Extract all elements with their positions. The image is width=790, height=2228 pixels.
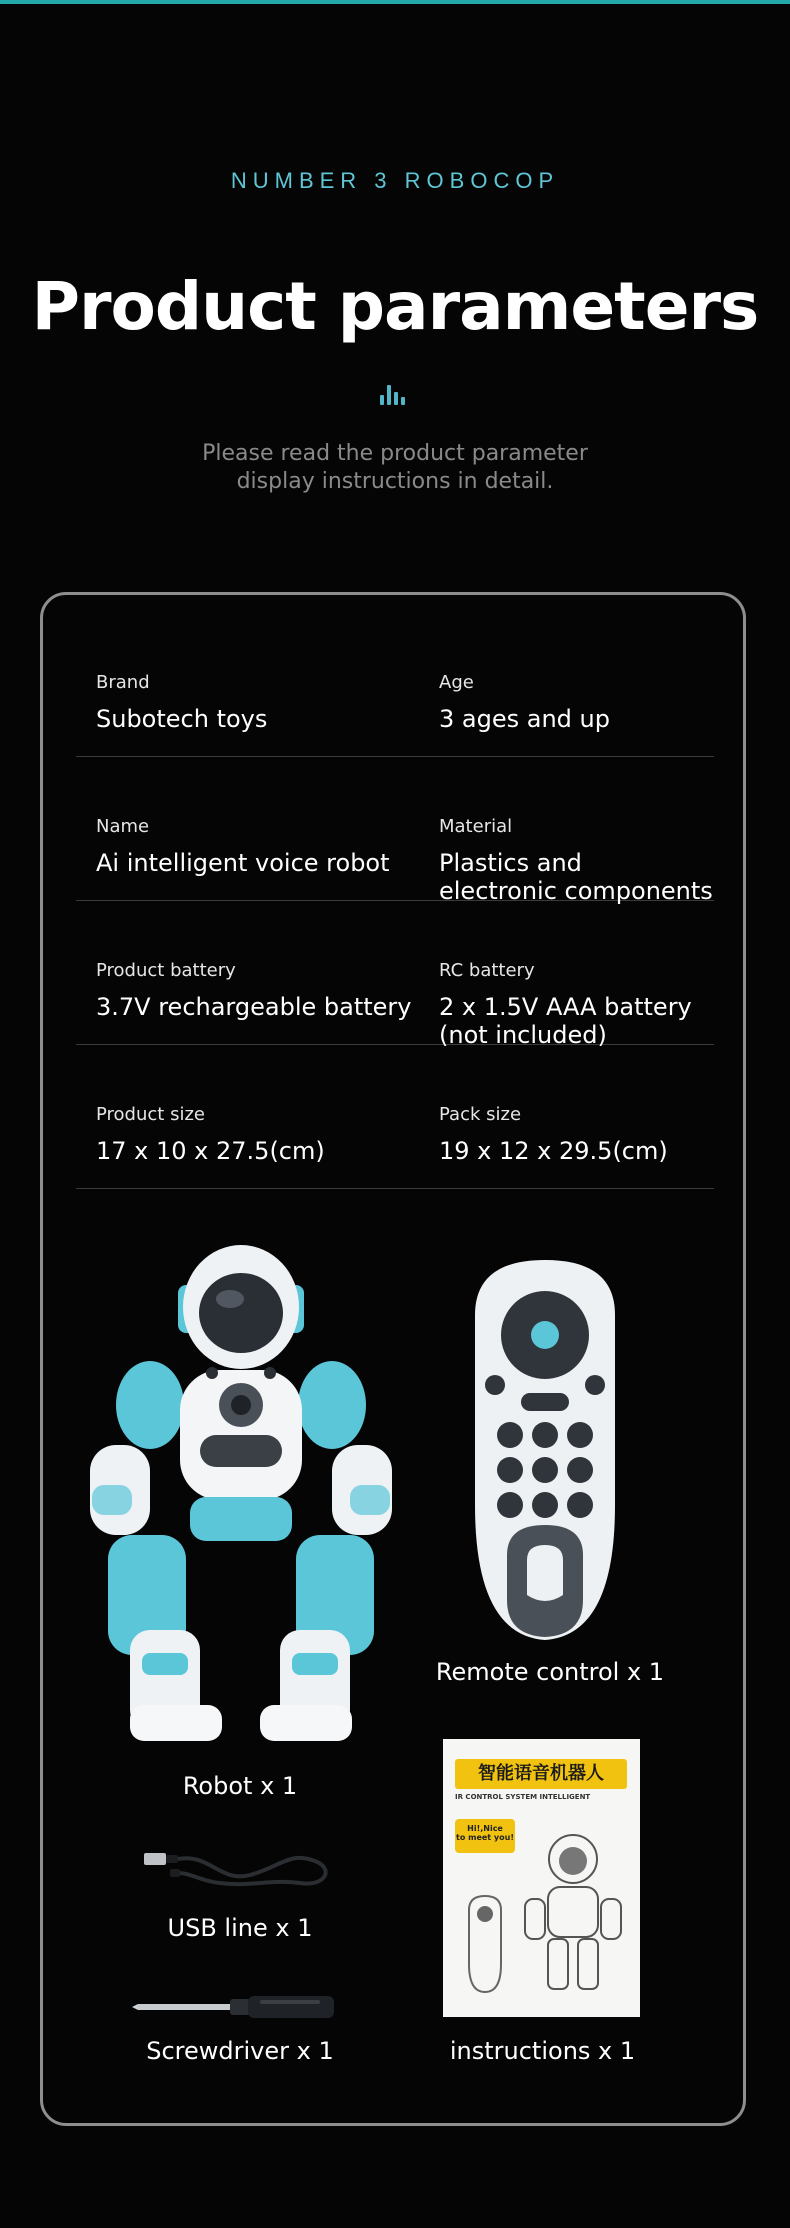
remote-control-image — [455, 1255, 635, 1650]
param-row-name-material — [76, 756, 714, 905]
param-value-line: (not included) — [439, 1021, 607, 1049]
manual-headline: 智能语音机器人 — [455, 1759, 627, 1789]
param-label: Pack size — [439, 1104, 522, 1125]
caption-screwdriver: Screwdriver x 1 — [146, 2037, 334, 2065]
param-label: Name — [96, 816, 150, 837]
param-value — [439, 705, 729, 733]
manual-robot-drawing — [513, 1829, 633, 1999]
top-accent-bar — [0, 0, 790, 4]
param-value-line: Plastics and — [439, 849, 582, 877]
param-label: RC battery — [439, 960, 535, 981]
param-value-line: 19 x 12 x 29.5(cm) — [439, 1137, 668, 1165]
param-value — [439, 849, 729, 905]
param-value-line: 2 x 1.5V AAA battery — [439, 993, 692, 1021]
param-value: 17 x 10 x 27.5(cm) — [96, 1137, 325, 1165]
caption-usb: USB line x 1 — [167, 1914, 313, 1942]
param-value-line: 3 ages and up — [439, 705, 610, 733]
param-row-battery — [76, 900, 714, 1049]
param-value: Ai intelligent voice robot — [96, 849, 390, 877]
param-label: Product size — [96, 1104, 205, 1125]
page-subtitle — [150, 440, 640, 496]
caption-remote: Remote control x 1 — [435, 1658, 665, 1686]
param-label: Product battery — [96, 960, 236, 981]
param-value: 3.7V rechargeable battery — [96, 993, 412, 1021]
equalizer-icon — [380, 383, 412, 405]
instruction-manual-image — [443, 1739, 640, 2017]
robot-image — [70, 1235, 410, 1760]
param-value-line: electronic components — [439, 877, 713, 905]
subtitle-line-2: display instructions in detail. — [236, 469, 554, 494]
param-row-brand-age — [76, 612, 714, 757]
manual-speech-bubble — [455, 1819, 515, 1853]
param-label: Brand — [96, 672, 150, 693]
bubble-line: to meet you! — [456, 1833, 514, 1842]
caption-robot: Robot x 1 — [182, 1772, 298, 1800]
param-value: Subotech toys — [96, 705, 268, 733]
page-title: Product parameters — [31, 268, 759, 345]
param-value — [439, 993, 729, 1049]
param-row-size — [76, 1044, 714, 1189]
eyebrow-title: NUMBER 3 ROBOCOP — [230, 168, 560, 193]
usb-cable-image — [140, 1843, 340, 1893]
param-value — [439, 1137, 729, 1165]
param-label: Age — [439, 672, 474, 693]
manual-subline: IR CONTROL SYSTEM INTELLIGENT — [455, 1793, 591, 1801]
bubble-line: Hi!,Nice — [467, 1824, 503, 1833]
subtitle-line-1: Please read the product parameter — [202, 441, 588, 466]
param-label: Material — [439, 816, 513, 837]
caption-instructions: instructions x 1 — [449, 2037, 636, 2065]
manual-remote-drawing — [465, 1894, 505, 1994]
screwdriver-image — [130, 1992, 340, 2022]
